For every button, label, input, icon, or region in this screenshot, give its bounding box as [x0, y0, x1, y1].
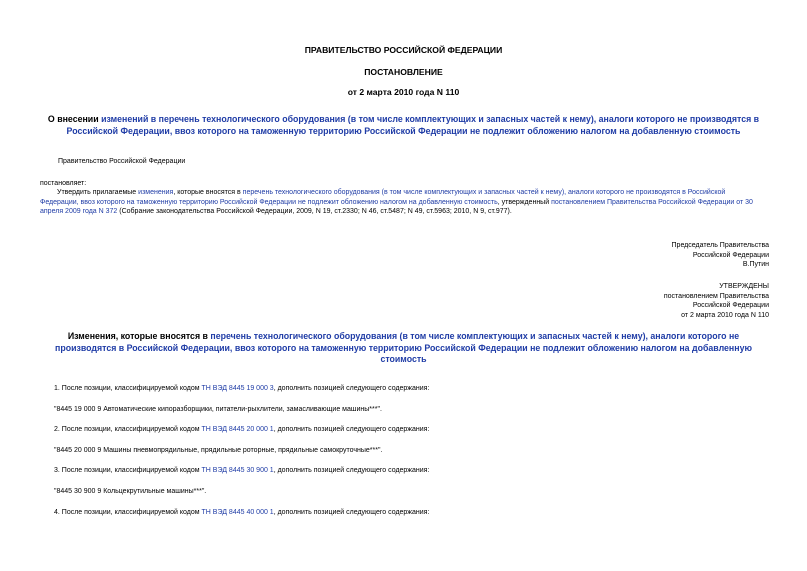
approval-block: [509, 282, 769, 320]
equipment-list-link[interactable]: перечень технологического оборудования (в том числе комплектующих и запасных частей к нему), аналоги которого не производятся в Российской: [242, 189, 726, 196]
list-item: [54, 508, 429, 518]
signature-position-2: Российской Федерации: [692, 251, 769, 259]
annex-list-link[interactable]: перечень технологического оборудования (в том числе комплектующих и запасных частей к нему), аналоги которого не: [210, 331, 740, 341]
document-title-line-1: [40, 114, 767, 126]
item-1-code-link[interactable]: ТН ВЭД 8445 19 000 3: [201, 385, 274, 392]
p1-text-b: , которые вносятся в: [173, 189, 243, 196]
item-1-after: , дополнить позицией следующего содержания:: [273, 385, 430, 392]
decree-372-link-cont[interactable]: апреля 2009 года N 372: [40, 208, 118, 216]
p1-text-d: (Собрание законодательства Российской Федерации, 2009, N 19, ст.2330; N 46, ст.5487; N 49, ст.5963; 2010, N 9, ст.977).: [117, 208, 512, 216]
item-3-after: , дополнить позицией следующего содержания:: [273, 467, 430, 474]
approval-by-decree: постановлением Правительства: [663, 292, 769, 300]
document-date-number: от 2 марта 2010 года N 110: [347, 87, 460, 97]
issuer-text: Правительство Российской Федерации: [58, 158, 186, 165]
title-changes-link-cont[interactable]: Российской Федерации, ввоз которого на таможенную территорию Российской Федерации не подлежит обложению налогом на добавленную стоимость: [66, 125, 741, 136]
signature-block: [509, 241, 769, 270]
annex-title: [40, 331, 767, 366]
item-4-code-link[interactable]: ТН ВЭД 8445 40 000 1: [201, 509, 274, 516]
p1-text-a: Утвердить прилагаемые: [57, 189, 139, 196]
item-2-after: , дополнить позицией следующего содержания:: [273, 426, 430, 433]
decree-372-link[interactable]: постановлением Правительства Российской Федерации от 30: [551, 198, 753, 206]
signature-position-1: Председатель Правительства: [671, 242, 769, 249]
list-item: [54, 384, 429, 394]
item-2-before: 2. После позиции, классифицируемой кодом: [54, 426, 202, 433]
document-title-prefix: О внесении: [47, 114, 102, 124]
approval-date: от 2 марта 2010 года N 110: [681, 311, 769, 319]
decrees-text: постановляет:: [40, 180, 87, 187]
list-item: [54, 466, 429, 476]
p1-text-c: , утвержденный: [497, 198, 552, 206]
list-item: "8445 19 000 9 Автоматические кипоразборщики, питатели-рыхлители, замасливающие машины***".: [54, 406, 382, 413]
item-2-code-link[interactable]: ТН ВЭД 8445 20 000 1: [201, 426, 274, 433]
annex-list-link-end[interactable]: стоимость: [380, 354, 427, 365]
signature-name: В.Путин: [742, 261, 769, 269]
annex-list-link-cont[interactable]: производятся в Российской Федерации, ввоз которого на таможенную территорию Российской Федерации не подлежит обложению налогом на добавленную: [55, 342, 752, 353]
document-title: [40, 114, 767, 137]
list-item: "8445 20 000 9 Машины пневмопрядильные, прядильные роторные, прядильные самокруточные***".: [54, 447, 383, 454]
item-3-code-link[interactable]: ТН ВЭД 8445 30 900 1: [201, 467, 274, 474]
list-item: [54, 425, 429, 435]
list-item: "8445 30 900 9 Кольцекрутильные машины***".: [54, 488, 207, 495]
approved-changes-link[interactable]: изменения: [138, 189, 174, 196]
item-4-before: 4. После позиции, классифицируемой кодом: [54, 509, 202, 516]
title-changes-link[interactable]: изменений в перечень технологического оборудования (в том числе комплектующих и запасных частей к нему), аналоги которого не производятся в: [101, 114, 760, 124]
annex-title-prefix: Изменения, которые вносятся в: [67, 331, 211, 341]
government-heading: ПРАВИТЕЛЬСТВО РОССИЙСКОЙ ФЕДЕРАЦИИ: [304, 45, 503, 55]
item-1-before: 1. После позиции, классифицируемой кодом: [54, 385, 202, 392]
annex-title-line-1: [40, 331, 767, 343]
item-4-after: , дополнить позицией следующего содержания:: [273, 509, 430, 516]
approval-of-rf: Российской Федерации: [692, 302, 769, 310]
approval-approved: УТВЕРЖДЕНЫ: [719, 283, 769, 290]
equipment-list-link-cont[interactable]: Федерации, ввоз которого на таможенную территорию Российской Федерации не подлежит обложению налогом на добавленную стоимость: [40, 198, 498, 206]
item-3-before: 3. После позиции, классифицируемой кодом: [54, 467, 202, 474]
document-type-heading: ПОСТАНОВЛЕНИЕ: [364, 67, 443, 77]
decree-paragraph: [40, 188, 767, 217]
